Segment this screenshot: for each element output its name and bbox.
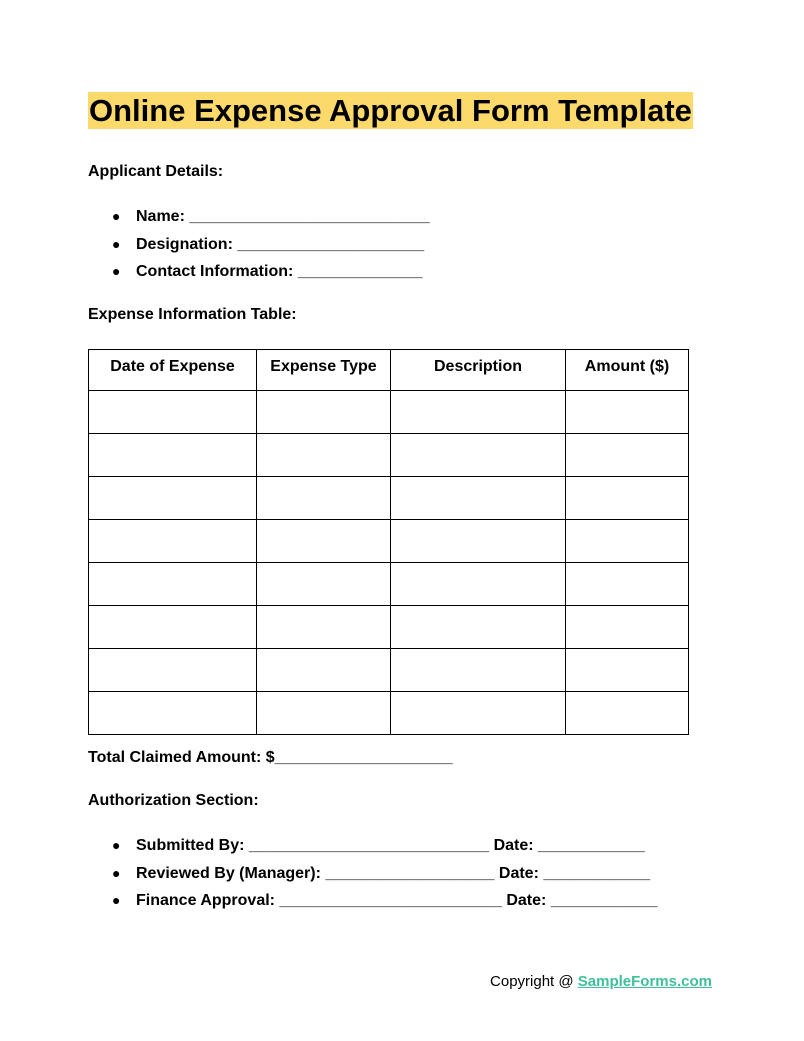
list-item — [88, 891, 658, 919]
table-cell[interactable] — [391, 606, 566, 649]
table-cell[interactable] — [257, 434, 391, 477]
table-cell[interactable] — [391, 563, 566, 606]
table-row — [89, 692, 689, 735]
table-cell[interactable] — [257, 692, 391, 735]
table-header-row — [89, 350, 689, 391]
table-cell[interactable] — [89, 606, 257, 649]
contact-information-field[interactable]: Contact Information: ______________ — [136, 263, 423, 280]
copyright-footer — [490, 973, 712, 990]
table-cell[interactable] — [89, 391, 257, 434]
table-cell[interactable] — [391, 649, 566, 692]
table-cell[interactable] — [566, 477, 689, 520]
table-cell[interactable] — [391, 520, 566, 563]
bullet-icon: ● — [112, 837, 121, 853]
table-cell[interactable] — [89, 692, 257, 735]
submitted-by-field[interactable]: Submitted By: ___________________________ Date: ____________ — [136, 837, 645, 854]
table-cell[interactable] — [566, 434, 689, 477]
table-row — [89, 606, 689, 649]
table-row — [89, 520, 689, 563]
table-cell[interactable] — [566, 692, 689, 735]
list-item — [88, 864, 658, 892]
bullet-icon: ● — [112, 263, 121, 279]
column-header-description: Description — [391, 350, 566, 391]
total-claimed-amount-field[interactable]: Total Claimed Amount: $____________________ — [88, 749, 453, 766]
bullet-icon: ● — [112, 892, 121, 908]
table-cell[interactable] — [391, 391, 566, 434]
table-row — [89, 434, 689, 477]
list-item — [88, 207, 430, 235]
finance-approval-field[interactable]: Finance Approval: _________________________ Date: ____________ — [136, 892, 658, 909]
list-item — [88, 235, 430, 263]
expense-table — [88, 349, 689, 735]
table-cell[interactable] — [257, 606, 391, 649]
reviewed-by-field[interactable]: Reviewed By (Manager): ___________________ Date: ____________ — [136, 864, 651, 882]
table-cell[interactable] — [257, 477, 391, 520]
table-cell[interactable] — [89, 563, 257, 606]
table-cell[interactable] — [566, 649, 689, 692]
copyright-text: Copyright @ — [490, 973, 578, 990]
table-row — [89, 563, 689, 606]
table-cell[interactable] — [566, 563, 689, 606]
authorization-field-list — [88, 836, 658, 919]
bullet-icon: ● — [112, 235, 121, 252]
bullet-icon: ● — [112, 208, 121, 224]
table-row — [89, 391, 689, 434]
table-cell[interactable] — [257, 520, 391, 563]
list-item — [88, 836, 658, 864]
list-item — [88, 262, 430, 290]
table-row — [89, 649, 689, 692]
table-cell[interactable] — [391, 434, 566, 477]
table-cell[interactable] — [566, 606, 689, 649]
designation-field[interactable]: Designation: _____________________ — [136, 235, 425, 253]
table-cell[interactable] — [566, 391, 689, 434]
applicant-details-heading: Applicant Details: — [88, 163, 224, 180]
expense-information-heading: Expense Information Table: — [88, 306, 297, 323]
table-cell[interactable] — [89, 434, 257, 477]
column-header-expense-type: Expense Type — [257, 350, 391, 391]
table-cell[interactable] — [89, 477, 257, 520]
name-field[interactable]: Name: ___________________________ — [136, 208, 430, 225]
authorization-section-heading: Authorization Section: — [88, 792, 259, 809]
column-header-amount: Amount ($) — [566, 350, 689, 391]
column-header-date: Date of Expense — [89, 350, 257, 391]
table-cell[interactable] — [89, 520, 257, 563]
table-cell[interactable] — [566, 520, 689, 563]
table-cell[interactable] — [257, 391, 391, 434]
table-cell[interactable] — [257, 563, 391, 606]
page-title: Online Expense Approval Form Template — [89, 93, 692, 128]
table-cell[interactable] — [89, 649, 257, 692]
table-row — [89, 477, 689, 520]
sampleforms-link[interactable]: SampleForms.com — [577, 973, 712, 990]
table-cell[interactable] — [257, 649, 391, 692]
bullet-icon: ● — [112, 864, 121, 881]
table-cell[interactable] — [391, 477, 566, 520]
applicant-field-list — [88, 207, 430, 290]
table-cell[interactable] — [391, 692, 566, 735]
